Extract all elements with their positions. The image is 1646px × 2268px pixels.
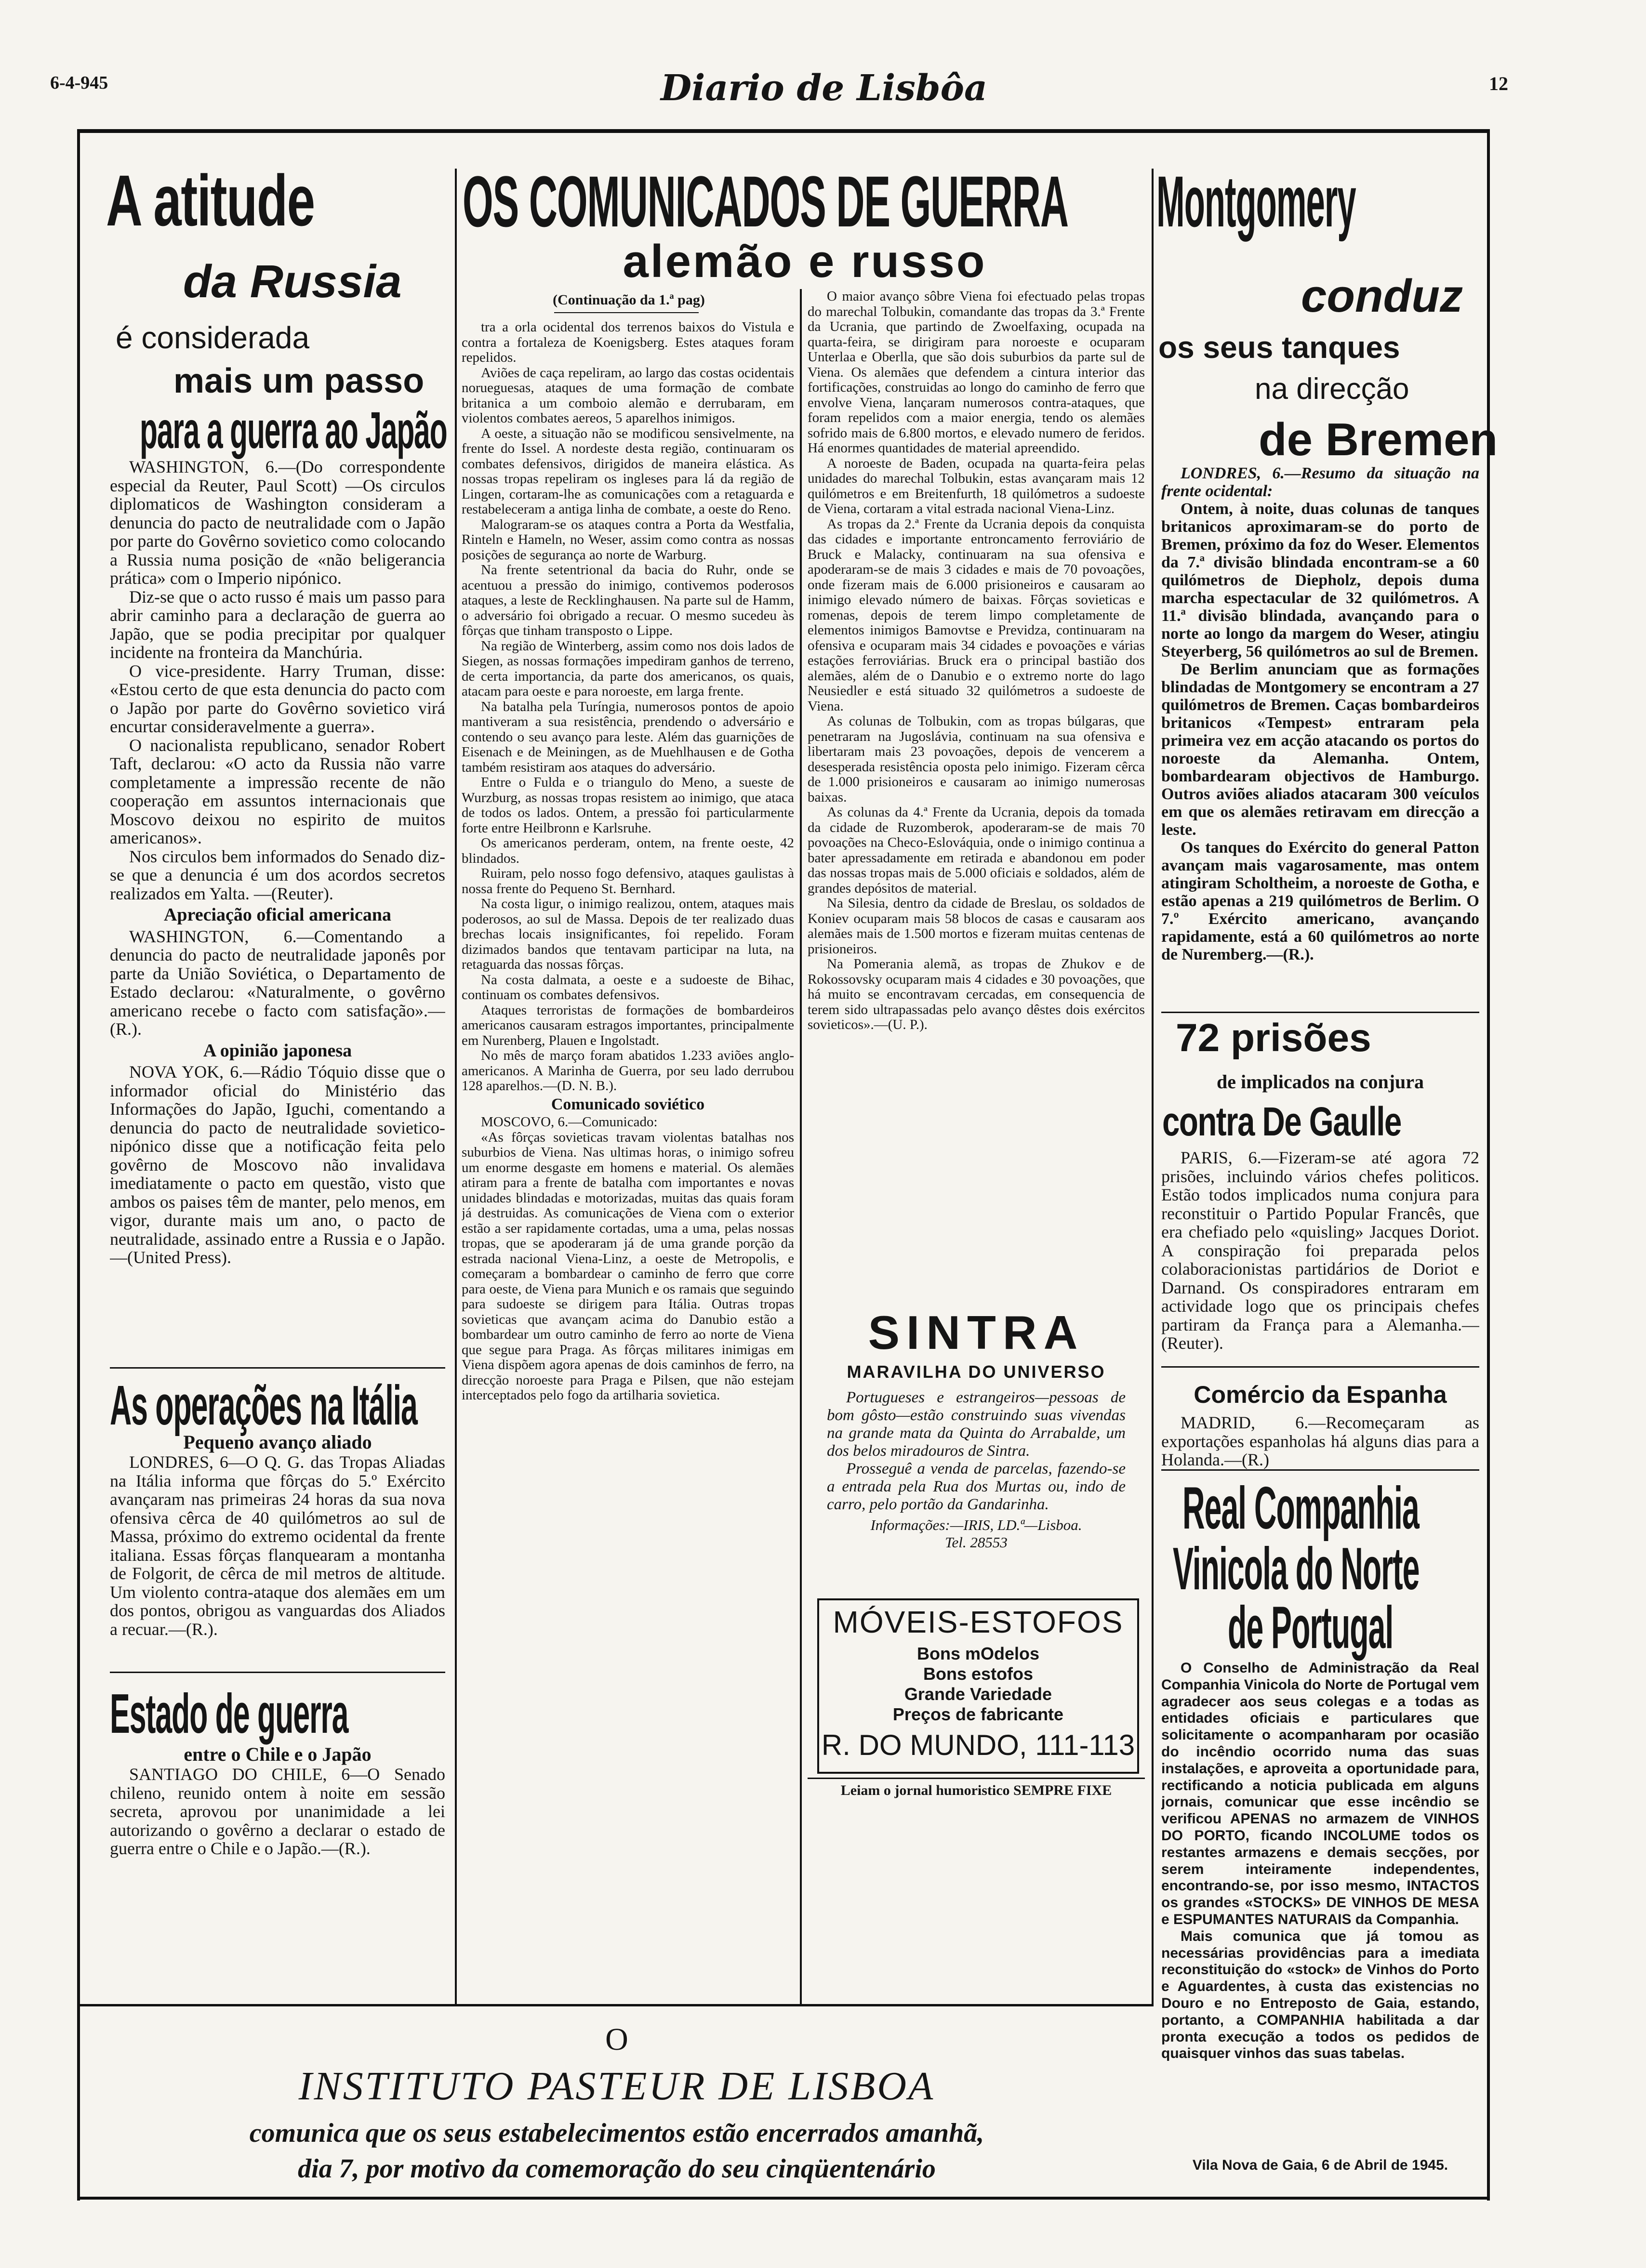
paragraph: As colunas da 4.ª Frente da Ucrania, depois da tomada da cidade de Ruzomberok, apoderaram-se de mais 70 povoações na Checo-Eslováquia, onde o inimigo continua a bater apressadamente em retirada e abandonou em poder das nossas tropas mais de 5.000 oficiais e soldados, além de grandes depósitos de material. — [808, 804, 1145, 896]
headline-guerra-japao: para a guerra ao Japão — [140, 401, 447, 459]
paragraph: MOSCOVO, 6.—Comunicado: — [481, 1114, 658, 1130]
headline-da-russia: da Russia — [183, 256, 402, 307]
headline-considerada: é considerada — [116, 320, 310, 355]
headline-estado-guerra: Estado de guerra — [110, 1682, 348, 1745]
paragraph: «As fôrças sovieticas travam violentas batalhas nos suburbios de Viena. Nas ultimas horas, o inimigo sofreu um enorme desgaste em homens e material. Os alemães atiram para a frente de batalha com importantes e novas unidades blindadas e motorizadas, muitas das quais foram já destruidas. As comunicações de Viena com o exterior estão a ser rapidamente cortadas, uma a uma, pelas nossas tropas, que se apoderaram já de uma grande porção da estrada nacional Viena-Linz, a oeste de Metropolis, e começaram a bombardear o caminho de ferro que corre para oeste, de Viena para Munich e os ramais que seguindo para sudoeste se dirigem para Itália. Outras tropas sovieticas que avançam acima do Danubio estão a bombardear um outro caminho de ferro ao norte de Viena que segue para Praga. As fôrças militares inimigas em Viena dispõem agora apenas de dois caminhos de ferro, na direcção noroeste para Praga e Pilsen, que não estejam interceptados pelo fogo da artilharia sovietica. — [462, 1129, 794, 1403]
paragraph: Mais comunica que já tomou as necessárias providências para a imediata reconstituição do «stock» de Vinhos do Porto e Aguardentes, à custa das existencias no Douro e no Entreposto de Gaia, estando, portanto, a COMPANHIA habilitada a dar pronta execução a todos os pedidos de quaisquer vinhos das suas tabelas. — [1161, 1928, 1479, 2062]
paragraph: Na costa dalmata, a oeste e a sudoeste de Bihac, continuam os combates defensivos. — [462, 972, 794, 1002]
subheading-pequeno-avanco: Pequeno avanço aliado — [183, 1431, 372, 1453]
bottom-rule — [77, 2197, 1489, 2200]
pasteur-line2: dia 7, por motivo da comemoração do seu cinqüentenário — [298, 2154, 936, 2184]
headline-comunicados: OS COMUNICADOS DE GUERRA — [463, 161, 1068, 242]
sintra-subtitle: MARAVILHA DO UNIVERSO — [847, 1362, 1106, 1382]
paragraph: O nacionalista republicano, senador Robert Taft, declarou: «O acto da Russia não varre completamente a impressão recente de não cooperação em assuntos internacionais que Moscovo deixou no espirito de muitos americanos». — [110, 735, 445, 847]
pasteur-title: INSTITUTO PASTEUR DE LISBOA — [298, 2064, 935, 2109]
paragraph: WASHINGTON, 6.—(Do correspondente especial da Reuter, Paul Scott) —Os circulos diplomaticos de Washington consideram a denuncia do pacto de neutralidade com o Japão por parte do Govêrno sovietico como colocando a Russia numa posição de «não beligerancia prática» com o Imperio nipónico. — [110, 458, 445, 588]
divider — [110, 1672, 445, 1673]
paragraph: Prosseguê a venda de parcelas, fazendo-se a entrada pela Rua dos Murtas ou, indo de carro, pelo portão da Gandarinha. — [827, 1460, 1126, 1513]
subheadline-alemao-russo: alemão e russo — [623, 236, 987, 287]
sempre-fixe-notice: Leiam o jornal humoristico SEMPRE FIXE — [840, 1782, 1112, 1798]
paragraph: De Berlim anunciam que as formações blindadas de Montgomery se encontram a 27 quilómetros de Bremen. Caças bombardeiros britanicos «Tempest» entraram pela primeira vez em acção atacando os portos do noroeste da Alemanha. Ontem, bombardearam objectivos de Hamburgo. Outros aviões aliados atacaram 300 veículos em que os alemães retiravam em direcção a leste. — [1161, 660, 1479, 839]
article-prisoes-body — [1161, 1148, 1479, 1360]
paragraph: Ruiram, pelo nosso fogo defensivo, ataques gaulistas à nossa frente do Pequeno St. Bernhard. — [462, 866, 794, 897]
paragraph: Ontem, à noite, duas colunas de tanques britanicos aproximaram-se do porto de Bremen, próximo da foz do Weser. Elementos da 7.ª divisão blindada encontram-se a 60 quilómetros de Diepholz, depois duma marcha espectacular de 32 quilómetros. A 11.ª divisão blindada, avançando para o norte ao longo da margem do Weser, atingiu Steyerberg, 56 quilómetros ao sul de Bremen. — [1161, 500, 1479, 660]
headline-vinicola-norte: Vinicola do Norte — [1173, 1536, 1420, 1602]
divider — [110, 1367, 445, 1369]
real-companhia-signature: Vila Nova de Gaia, 6 de Abril de 1945. — [1192, 2157, 1448, 2173]
headline-conduz: conduz — [1301, 270, 1463, 322]
headline-de-portugal: de Portugal — [1228, 1595, 1394, 1661]
continuation-note: (Continuação da 1.ª pag) — [553, 292, 705, 308]
moveis-line: Grande Variedade — [904, 1684, 1052, 1704]
paragraph-lead: LONDRES, 6.—Resumo da situação na frente ocidental: — [1161, 464, 1479, 500]
divider — [1161, 1469, 1479, 1471]
pasteur-line1: comunica que os seus estabelecimentos estão encerrados amanhã, — [249, 2118, 984, 2148]
paragraph: Malograram-se os ataques contra a Porta da Westfalia, Rinteln e Hameln, no Weser, assim como contra as nossas posições de segurança ao norte de Warburg. — [462, 516, 794, 563]
sintra-title: SINTRA — [868, 1306, 1085, 1359]
moveis-estofos-ad — [817, 1598, 1139, 1774]
issue-date: 6-4-945 — [50, 73, 108, 93]
headline-seus-tanques: os seus tanques — [1158, 330, 1400, 365]
paragraph: Na batalha pela Turíngia, numerosos pontos de apoio mantiveram a sua resistência, prendendo o adversário e contendo o seu avanço para leste. Além das guarnições de Eisenach e de Meiningen, as de Muehlhausen e de Gotha também resistiram aos ataques do adversário. — [462, 699, 794, 775]
divider — [808, 1778, 1145, 1779]
page-number: 12 — [1489, 73, 1508, 94]
paragraph: SANTIAGO DO CHILE, 6—O Senado chileno, reunido ontem à noite em sessão secreta, aprovou por unanimidade a lei autorizando o govêrno a declarar o estado de guerra entre o Chile e o Japão.—(R.). — [110, 1765, 445, 1858]
divider — [1161, 1012, 1479, 1013]
article-comunicados-col3 — [808, 289, 1145, 1296]
paragraph: Na costa ligur, o inimigo realizou, ontem, ataques mais poderosos, ao sul de Massa. Depois de ter realizado duas brechas locais insignificantes, foi repelido. Foram dizimados bandos que tentavam participar na luta, na retaguarda das nossas fôrças. — [462, 896, 794, 972]
column-divider — [800, 289, 802, 2004]
subheading-chile-japao: entre o Chile e o Japão — [184, 1743, 372, 1765]
article-real-companhia-body — [1161, 1660, 1479, 2156]
paragraph: O Conselho de Administração da Real Companhia Vinicola do Norte de Portugal vem agradecer aos seus colegas e a todas as entidades oficiais e particulares que solicitamente o acompanharam por ocasião do incêndio ocorrido numa das suas instalações, e aproveita a oportunidade para, rectificando a noticia publicada em alguns jornais, comunicar que esse incêndio se verificou APENAS no armazem de VINHOS DO PORTO, ficando INCOLUME todos os restantes armazens e demais secções, por serem inteiramente independentes, encontrando-se, por isso mesmo, INTACTOS os grandes «STOCKS» DE VINHOS DE MESA e ESPUMANTES NATURAIS da Companhia. — [1161, 1660, 1479, 1927]
moveis-line: Preços de fabricante — [892, 1704, 1064, 1724]
moveis-line: Bons estofos — [923, 1664, 1034, 1684]
sintra-body — [808, 1389, 1145, 1514]
column-divider — [1152, 169, 1154, 2004]
paragraph: O vice-presidente. Harry Truman, disse: «Estou certo de que esta denuncia do pacto com o Japão por parte do Govêrno sovietico virá encurtar consideravelmente a guerra». — [110, 661, 445, 736]
headline-72-prisoes: 72 prisões — [1176, 1016, 1371, 1060]
sintra-ad — [808, 1305, 1145, 1580]
sintra-info: Informações:—IRIS, LD.ª—Lisboa. Tel. 28553 — [870, 1516, 1082, 1551]
paragraph: NOVA YOK, 6.—Rádio Tóquio disse que o informador oficial do Ministério das Informações do Japão, Iguchi, comentando a denuncia do pacto de neutralidade sovietico-nipónico disse que a notificação feita pelo govêrno de Moscovo não invalidava imediatamente o pacto em questão, visto que ambos os paises têm de manter, pelo menos, em vigor, durante mais um ano, o pacto de neutralidade, assinado entre a Russia e o Japão. —(United Press). — [110, 1062, 445, 1267]
headline-de-bremen: de Bremen — [1259, 414, 1498, 465]
top-rule — [77, 129, 1489, 133]
article-comunicados-col2 — [462, 320, 794, 1996]
subheading-comunicado-sovietico: Comunicado soviético — [551, 1095, 705, 1113]
paragraph: Entre o Fulda e o triangulo do Meno, a sueste de Wurzburg, as nossas tropas resistem ao inimigo, que ataca de todos os lados. Ontem, a pressão foi particularmente forte entre Heilbronn e Karlsruhe. — [462, 775, 794, 836]
paragraph: Nos circulos bem informados do Senado diz-se que a denuncia é um dos acordos secretos realizados em Yalta. —(Reuter). — [110, 846, 445, 903]
headline-na-direccao: na direcção — [1255, 372, 1409, 406]
moveis-address: R. DO MUNDO, 111-113 — [821, 1729, 1135, 1761]
paragraph: Na frente setentrional da bacia do Ruhr, onde se acentuou a pressão do inimigo, contivemos poderosos ataques, a leste de Recklinghausen. Na parte sul de Hamm, o adversário foi obrigado a recuar. O mesmo sucedeu às fôrças que tinham transposto o Lippe. — [462, 562, 794, 638]
divider — [1161, 1366, 1479, 1368]
paragraph: Os tanques do Exército do general Patton avançam mais vagarosamente, mas ontem atingiram Scholtheim, a noroeste de Gotha, e estão apenas a 219 quilómetros de Berlim. O 7.º Exército americano, avançando rapidamente, está a 60 quilómetros ao norte de Nuremberg.—(R.). — [1161, 839, 1479, 963]
pasteur-o: O — [605, 2022, 628, 2057]
subheading-opiniao-japonesa: A opinião japonesa — [203, 1040, 352, 1061]
left-border — [77, 129, 80, 2201]
paragraph: O maior avanço sôbre Viena foi efectuado pelas tropas do marechal Tolbukin, comandante das tropas da 3.ª Frente da Ucrania, que partindo de Zwoelfaxing, ocupada na quarta-feira, se dirigiram para noroeste e ocuparam Unterlaa e Oberlla, que são dois suburbios da parte sul de Viena. Os alemães que defendem a cintura interior das fortificações, construidas ao longo do caminho de ferro que envolve Viena, lançaram numerosos contra-ataques, que foram repelidos com a maior energia, tendo os alemães sofrido mais de 6.800 mortos, e elevado numero de feridos. Há enormes quantidades de material apreendido. — [808, 289, 1145, 456]
article-montgomery-body — [1161, 464, 1479, 1004]
paragraph: WASHINGTON, 6.—Comentando a denuncia do pacto de neutralidade japonês por parte da União Soviética, o Departamento de Estado declarou: «Naturalmente, o govêrno americano recebe o facto com satisfação».—(R.). — [110, 926, 445, 1039]
paragraph: LONDRES, 6—O Q. G. das Tropas Aliadas na Itália informa que fôrças do 5.º Exército avançaram nas primeiras 24 horas da sua nova ofensiva cêrca de 40 quilómetros ao sul de Massa, próximo do extremo ocidental da frente italiana. Essas fôrças flanquearam a montanha de Folgorit, de cêrca de mil metros de altitude. Um violento contra-ataque dos alemães em um dos pontos, obrigou as vanguardas dos Aliados a recuar.—(R.). — [110, 1453, 445, 1639]
paragraph: No mês de março foram abatidos 1.233 aviões anglo-americanos. A Marinha de Guerra, por seu lado derrubou 128 aparelhos.—(D. N. B.). — [462, 1048, 794, 1094]
article-atitude-body — [110, 458, 445, 1363]
paragraph: Na Silesia, dentro da cidade de Breslau, os soldados de Koniev ocuparam mais 58 blocos de casas e causaram aos alemães mais de 1.500 mortos e fizeram muitas centenas de prisioneiros. — [808, 896, 1145, 957]
paragraph: PARIS, 6.—Fizeram-se até agora 72 prisões, incluindo vários chefes politicos. Estão todos implicados numa conjura para reconstituir o Partido Popular Francês, que era chefiado pelo «quisling» Jacques Doriot. A conspiração foi preparada pelos colaboracionistas partidários de Doriot e Darnand. Os conspiradores entraram em actividade logo que os principais chefes partiram da França para a Alemanha.—(Reuter). — [1161, 1148, 1479, 1353]
paragraph: Na região de Winterberg, assim como nos dois lados de Siegen, as nossas formações impediram ganhos de terreno, de certa importancia, da parte dos americanos, os quais, atacam para oeste e para noroeste, em larga frente. — [462, 638, 794, 699]
paragraph: As colunas de Tolbukin, com as tropas búlgaras, que penetraram na Jugoslávia, continuam na sua ofensiva e libertaram mais 23 povoações, depois de vencerem a desesperada resistência oposta pelo inimigo. Fizeram cêrca de 1.000 prisioneiros e causaram ao inimigo numerosas baixas. — [808, 713, 1145, 805]
subheading-implicados: de implicados na conjura — [1216, 1071, 1424, 1093]
pasteur-top-rule — [80, 2004, 1154, 2006]
paragraph: Ataques terroristas de formações de bombardeiros americanos causaram estragos importantes, principalmente em Nurenberg, Plauen e Ingolstadt. — [462, 1002, 794, 1048]
headline-mais-um-passo: mais um passo — [173, 362, 425, 400]
paragraph: A noroeste de Baden, ocupada na quarta-feira pelas unidades do marechal Tolbukin, estas avançaram mais 12 quilómetros e em Breitenfurth, 18 quilómetros a sudoeste de Viena, cortaram a vital estrada nacional Viena-Linz. — [808, 455, 1145, 516]
headline-real-companhia: Real Companhia — [1182, 1475, 1419, 1542]
paragraph: Diz-se que o acto russo é mais um passo para abrir caminho para a declaração de guerra ao Japão, que se podia precipitar por qualquer incidente na fronteira da Manchúria. — [110, 587, 445, 662]
headline-operacoes-italia: As operações na Itália — [110, 1374, 417, 1437]
paragraph: Na Pomerania alemã, as tropas de Zhukov e de Rokossovsky ocuparam mais 4 cidades e 30 povoações, que há muito se encontravam cercadas, em consequencia de terem sido ultrapassadas pelo avanço dêstes dois exércitos sovieticos».—(U. P.). — [808, 956, 1145, 1032]
paragraph: A oeste, a situação não se modificou sensivelmente, na frente do Issel. A nordeste desta região, continuaram os combates defensivos, dirigidos de maneira elástica. As nossas tropas repeliram os ingleses para lá da região de Lingen, cortaram-lhe as comunicações com a retaguarda e restabeleceram a antiga linha de combate, a oeste do Reno. — [462, 425, 794, 517]
headline-montgomery: Montgomery — [1156, 161, 1356, 242]
paragraph: As tropas da 2.ª Frente da Ucrania depois da conquista das cidades e importante entroncamento ferroviário de Bruck e Malacky, continuaram na sua ofensiva e apoderaram-se de mais 3 cidades e mais de 70 povoações, onde fizeram mais de 6.000 prisioneiros e causaram ao inimigo elevado número de baixas. Fôrças sovieticas e romenas, depois de terem limpo completamente de elementos inimigos Bamovtse e Previdza, continuaram na ofensiva e ocuparam mais 34 cidades e povoações e várias estações ferroviárias. Bruck era o principal bastião dos alemães, além de o Danubio e o extremo norte do lago Neusiedler e está situado 32 quilómetros a sudoeste de Viena. — [808, 516, 1145, 714]
article-italia-body — [110, 1453, 445, 1665]
paragraph: tra a orla ocidental dos terrenos baixos do Vistula e contra a fortaleza de Koenigsberg. Estes ataques foram repelidos. — [462, 320, 794, 365]
paragraph: Portugueses e estrangeiros—pessoas de bom gôsto—estão construindo suas vivendas na grande mata da Quinta do Arrabalde, um dos belos miradouros de Sintra. — [827, 1389, 1126, 1460]
article-guerra-body — [110, 1765, 445, 1996]
moveis-line: Bons mOdelos — [916, 1644, 1040, 1663]
moveis-title: MÓVEIS-ESTOFOS — [833, 1605, 1124, 1639]
divider — [554, 312, 699, 313]
headline-contra-de-gaulle: contra De Gaulle — [1162, 1099, 1401, 1144]
paragraph: Aviões de caça repeliram, ao largo das costas ocidentais norueguesas, ataques de uma formação de combate britanica a um comboio alemão e derrubaram, em violentos combates aereos, 5 aparelhos inimigos. — [462, 365, 794, 426]
paragraph: MADRID, 6.—Recomeçaram as exportações espanholas há alguns dias para a Holanda.—(R.) — [1161, 1413, 1479, 1469]
newspaper-title: Diario de Lisbôa — [661, 67, 987, 109]
headline-comercio-espanha: Comércio da Espanha — [1194, 1381, 1447, 1408]
headline-atitude: A atitude — [106, 160, 315, 241]
column-divider — [455, 169, 457, 2004]
article-comercio-body — [1161, 1413, 1479, 1471]
subheading-apreciacao: Apreciação oficial americana — [163, 905, 392, 925]
paragraph: Os americanos perderam, ontem, na frente oeste, 42 blindados. — [462, 835, 794, 866]
